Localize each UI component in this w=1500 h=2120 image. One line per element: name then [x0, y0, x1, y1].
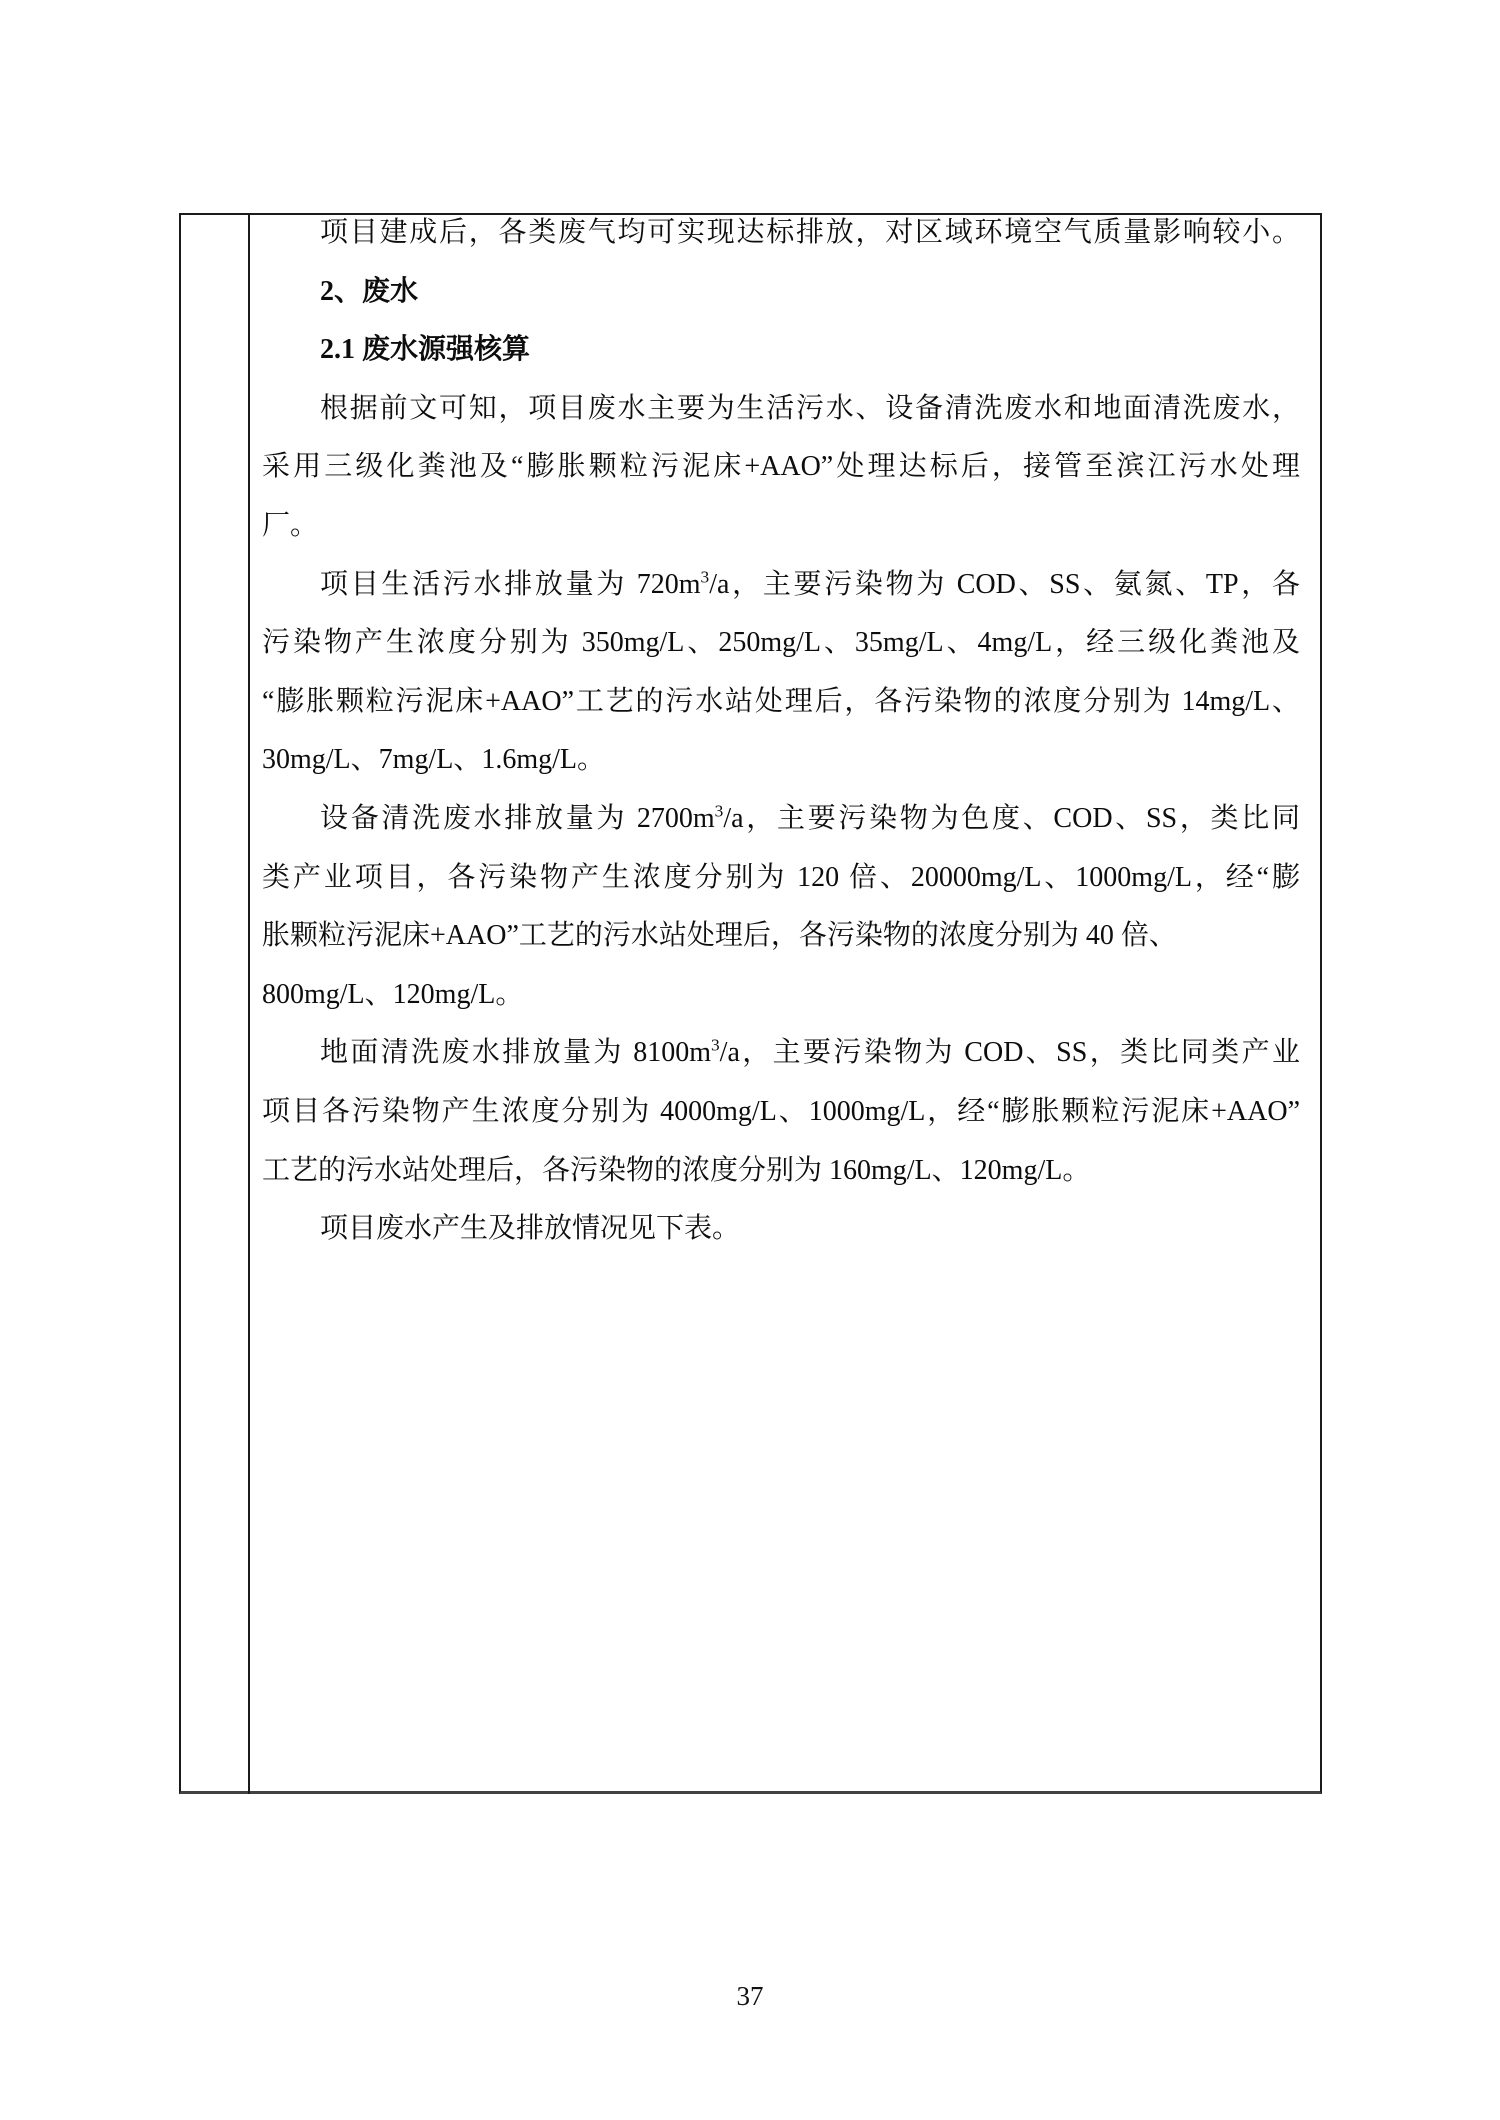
text-line: “膨胀颗粒污泥床+AAO”工艺的污水站处理后，各污染物的浓度分别为 14mg/L、 [262, 685, 1300, 717]
text-line: 工艺的污水站处理后，各污染物的浓度分别为 160mg/L、120mg/L。 [262, 1154, 1091, 1186]
text-line: 厂。 [262, 509, 319, 541]
text-line: 30mg/L、7mg/L、1.6mg/L。 [262, 744, 605, 776]
text-line: 类产业项目，各污染物产生浓度分别为 120 倍、20000mg/L、1000mg/L，经“膨 [262, 861, 1300, 893]
text-line: 胀颗粒污泥床+AAO”工艺的污水站处理后，各污染物的浓度分别为 40 倍、 [262, 920, 1177, 952]
text-line: 800mg/L、120mg/L。 [262, 978, 524, 1010]
text-line: 地面清洗废水排放量为 $8100m^3/a$，主要污染物为 COD、SS，类比同类产业 [320, 1035, 1300, 1069]
text-line: 采用三级化粪池及“膨胀颗粒污泥床+AAO”处理达标后，接管至滨江污水处理 [262, 451, 1300, 483]
table-column-divider [248, 213, 250, 1794]
text-line: 项目废水产生及排放情况见下表。 [320, 1213, 741, 1245]
text-line: 项目建成后，各类废气均可实现达标排放，对区域环境空气质量影响较小。 [320, 217, 1300, 248]
text-line: 污染物产生浓度分别为 350mg/L、250mg/L、35mg/L、4mg/L，经三级化粪池及 [262, 627, 1300, 659]
text-line: 设备清洗废水排放量为 $2700m^3/a$，主要污染物为色度、COD、SS，类比同 [320, 801, 1300, 834]
document-body [262, 204, 1300, 1259]
heading-line: 2.1 废水源强核算 [320, 334, 531, 366]
text-line: 项目各污染物产生浓度分别为 4000mg/L、1000mg/L，经“膨胀颗粒污泥床+AAO” [262, 1095, 1300, 1127]
text-line: 根据前文可知，项目废水主要为生活污水、设备清洗废水和地面清洗废水， [320, 392, 1300, 424]
heading-line: 2、废水 [320, 275, 419, 307]
page-number: 37 [736, 1981, 764, 2011]
text-line: 项目生活污水排放量为 $720m^3/a$，主要污染物为 COD、SS、氨氮、TP，各 [320, 567, 1300, 600]
